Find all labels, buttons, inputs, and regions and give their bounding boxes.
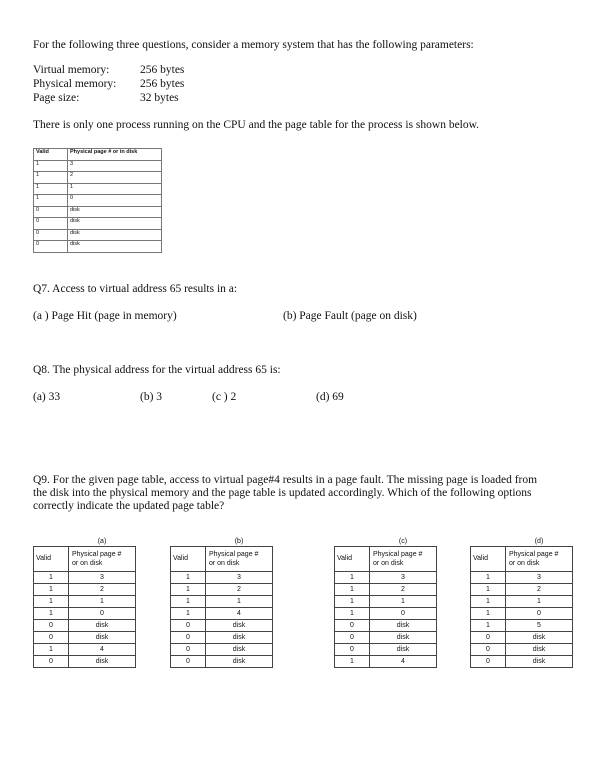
q9-line-2: the disk into the physical memory and the page table is updated accordingly. Which of the following options <box>33 487 532 499</box>
option-cell-physical: 2 <box>206 584 273 596</box>
page-table-cell: 1 <box>34 195 68 207</box>
option-header-row <box>34 547 136 572</box>
option-cell-valid: 1 <box>34 572 69 584</box>
param-label-pagesize: Page size: <box>33 92 80 104</box>
option-row <box>335 608 437 620</box>
page-table-row <box>34 229 162 241</box>
option-label-spacer <box>335 538 370 547</box>
page-table-cell: 1 <box>34 172 68 184</box>
option-cell-physical: 0 <box>69 608 136 620</box>
option-row <box>335 644 437 656</box>
page-table-row <box>34 172 162 184</box>
option-label: (d) <box>506 538 573 547</box>
option-header-physical-line1: Physical page # <box>209 551 259 558</box>
page-table-row <box>34 183 162 195</box>
option-header-physical-line1: Physical page # <box>72 551 122 558</box>
option-row <box>171 632 273 644</box>
option-cell-valid: 1 <box>34 644 69 656</box>
page-table <box>33 148 162 253</box>
q7-option-a: (a ) Page Hit (page in memory) <box>33 310 177 322</box>
option-cell-physical: disk <box>506 656 573 668</box>
option-cell-physical: 1 <box>370 596 437 608</box>
option-header-physical-line2: or on disk <box>509 560 540 567</box>
option-label-spacer <box>34 538 69 547</box>
option-cell-valid: 1 <box>171 572 206 584</box>
page-table-cell: 2 <box>68 172 162 184</box>
option-table-b <box>170 538 273 668</box>
option-cell-valid: 0 <box>34 620 69 632</box>
option-cell-valid: 1 <box>171 608 206 620</box>
option-cell-valid: 0 <box>34 632 69 644</box>
page-table-cell: 0 <box>34 241 68 253</box>
option-cell-physical: 1 <box>506 596 573 608</box>
option-header-physical-line2: or on disk <box>209 560 240 567</box>
option-cell-physical: 4 <box>370 656 437 668</box>
option-cell-physical: 2 <box>370 584 437 596</box>
option-row <box>471 608 573 620</box>
option-row <box>34 644 136 656</box>
option-row <box>471 632 573 644</box>
option-cell-physical: 5 <box>506 620 573 632</box>
option-cell-physical: disk <box>206 632 273 644</box>
param-value-virtual: 256 bytes <box>140 64 185 76</box>
option-cell-valid: 1 <box>471 572 506 584</box>
option-cell-valid: 0 <box>335 620 370 632</box>
q9-line-1: Q9. For the given page table, access to virtual page#4 results in a page fault. The missing page is loaded from <box>33 474 538 486</box>
option-cell-valid: 0 <box>171 620 206 632</box>
option-cell-physical: disk <box>69 632 136 644</box>
option-cell-physical: disk <box>506 632 573 644</box>
option-cell-valid: 0 <box>171 656 206 668</box>
option-row <box>171 620 273 632</box>
q9-line-3: correctly indicate the updated page table? <box>33 500 225 512</box>
option-cell-valid: 1 <box>34 596 69 608</box>
option-row <box>471 644 573 656</box>
q7-question: Q7. Access to virtual address 65 results in a: <box>33 283 238 295</box>
option-row <box>471 596 573 608</box>
option-cell-physical: disk <box>370 632 437 644</box>
option-row <box>34 584 136 596</box>
page-table-cell: 0 <box>34 218 68 230</box>
page-table-cell: 0 <box>34 229 68 241</box>
page-table-cell: disk <box>68 229 162 241</box>
option-cell-physical: disk <box>206 620 273 632</box>
option-row <box>171 644 273 656</box>
page-table-cell: 0 <box>68 195 162 207</box>
option-cell-valid: 1 <box>335 596 370 608</box>
option-cell-valid: 1 <box>34 584 69 596</box>
process-note: There is only one process running on the CPU and the page table for the process is shown below. <box>33 119 480 131</box>
option-label: (b) <box>206 538 273 547</box>
option-cell-valid: 1 <box>171 584 206 596</box>
option-cell-physical: disk <box>370 644 437 656</box>
option-cell-valid: 0 <box>335 644 370 656</box>
option-header-valid: Valid <box>335 547 370 572</box>
option-cell-physical: disk <box>69 656 136 668</box>
option-cell-valid: 1 <box>471 620 506 632</box>
page-table-row <box>34 241 162 253</box>
option-label-row <box>34 538 136 547</box>
option-row <box>335 620 437 632</box>
page-table-cell: disk <box>68 241 162 253</box>
option-row <box>335 584 437 596</box>
page-table-cell: 3 <box>68 160 162 172</box>
option-header-row <box>471 547 573 572</box>
option-cell-physical: 4 <box>206 608 273 620</box>
option-row <box>471 572 573 584</box>
option-label-spacer <box>471 538 506 547</box>
option-row <box>171 584 273 596</box>
option-header-physical-line1: Physical page # <box>509 551 559 558</box>
option-label-row <box>471 538 573 547</box>
option-label-row <box>171 538 273 547</box>
option-table-a <box>33 538 136 668</box>
page-table-cell: 1 <box>68 183 162 195</box>
option-header-valid: Valid <box>171 547 206 572</box>
option-cell-physical: disk <box>370 620 437 632</box>
option-row <box>34 608 136 620</box>
option-row <box>34 620 136 632</box>
option-row <box>471 656 573 668</box>
option-row <box>171 596 273 608</box>
option-row <box>171 608 273 620</box>
option-row <box>335 656 437 668</box>
option-row <box>171 656 273 668</box>
option-header-physical <box>206 547 273 572</box>
page-table-cell: 1 <box>34 160 68 172</box>
option-cell-valid: 0 <box>335 632 370 644</box>
option-label: (a) <box>69 538 136 547</box>
q8-option-b: (b) 3 <box>140 391 163 403</box>
param-label-virtual: Virtual memory: <box>33 64 110 76</box>
page-table-cell: disk <box>68 218 162 230</box>
option-row <box>335 572 437 584</box>
option-cell-valid: 1 <box>335 608 370 620</box>
option-cell-physical: 0 <box>370 608 437 620</box>
option-row <box>471 584 573 596</box>
option-cell-physical: 3 <box>506 572 573 584</box>
page-table-header-physical: Physical page # or in disk <box>68 149 162 161</box>
option-cell-valid: 0 <box>171 632 206 644</box>
option-cell-physical: 1 <box>206 596 273 608</box>
option-row <box>34 596 136 608</box>
option-header-physical <box>370 547 437 572</box>
option-row <box>34 632 136 644</box>
option-table-d <box>470 538 573 668</box>
option-cell-physical: disk <box>206 656 273 668</box>
option-header-row <box>335 547 437 572</box>
option-header-valid: Valid <box>34 547 69 572</box>
q8-option-a: (a) 33 <box>33 391 61 403</box>
page-table-header-valid: Valid <box>34 149 68 161</box>
page-table-row <box>34 218 162 230</box>
option-cell-physical: 0 <box>506 608 573 620</box>
option-cell-valid: 1 <box>471 608 506 620</box>
option-cell-valid: 0 <box>34 656 69 668</box>
option-cell-valid: 0 <box>471 644 506 656</box>
option-header-row <box>171 547 273 572</box>
page-table-header <box>34 149 162 161</box>
option-cell-valid: 1 <box>335 584 370 596</box>
param-value-physical: 256 bytes <box>140 78 185 90</box>
option-cell-valid: 0 <box>171 644 206 656</box>
option-row <box>335 632 437 644</box>
option-label-spacer <box>171 538 206 547</box>
option-cell-physical: 3 <box>206 572 273 584</box>
option-table-c <box>334 538 437 668</box>
option-cell-valid: 1 <box>471 596 506 608</box>
option-cell-valid: 1 <box>335 572 370 584</box>
page-table-cell: disk <box>68 206 162 218</box>
option-cell-physical: 4 <box>69 644 136 656</box>
option-header-physical-line1: Physical page # <box>373 551 423 558</box>
option-row <box>34 572 136 584</box>
option-row <box>171 572 273 584</box>
option-cell-valid: 1 <box>34 608 69 620</box>
option-cell-physical: 2 <box>69 584 136 596</box>
option-cell-valid: 0 <box>471 632 506 644</box>
option-header-physical-line2: or on disk <box>373 560 404 567</box>
option-header-valid: Valid <box>471 547 506 572</box>
param-label-physical: Physical memory: <box>33 78 117 90</box>
option-cell-physical: disk <box>506 644 573 656</box>
option-label-row <box>335 538 437 547</box>
page-table-cell: 1 <box>34 183 68 195</box>
option-cell-physical: disk <box>206 644 273 656</box>
option-row <box>471 620 573 632</box>
option-cell-valid: 1 <box>171 596 206 608</box>
page-table-row <box>34 160 162 172</box>
option-row <box>335 596 437 608</box>
option-row <box>34 656 136 668</box>
param-value-pagesize: 32 bytes <box>140 92 179 104</box>
option-label: (c) <box>370 538 437 547</box>
intro-text: For the following three questions, consider a memory system that has the following parameters: <box>33 39 474 51</box>
option-header-physical <box>506 547 573 572</box>
option-cell-valid: 1 <box>471 584 506 596</box>
page-table-row <box>34 195 162 207</box>
page-table-row <box>34 206 162 218</box>
option-cell-physical: disk <box>69 620 136 632</box>
q8-option-c: (c ) 2 <box>212 391 237 403</box>
option-cell-valid: 0 <box>471 656 506 668</box>
option-cell-physical: 3 <box>370 572 437 584</box>
option-cell-valid: 1 <box>335 656 370 668</box>
option-header-physical <box>69 547 136 572</box>
q8-question: Q8. The physical address for the virtual address 65 is: <box>33 364 281 376</box>
option-cell-physical: 3 <box>69 572 136 584</box>
page-table-cell: 0 <box>34 206 68 218</box>
q7-option-b: (b) Page Fault (page on disk) <box>283 310 417 322</box>
option-cell-physical: 2 <box>506 584 573 596</box>
option-header-physical-line2: or on disk <box>72 560 103 567</box>
option-cell-physical: 1 <box>69 596 136 608</box>
q8-option-d: (d) 69 <box>316 391 344 403</box>
